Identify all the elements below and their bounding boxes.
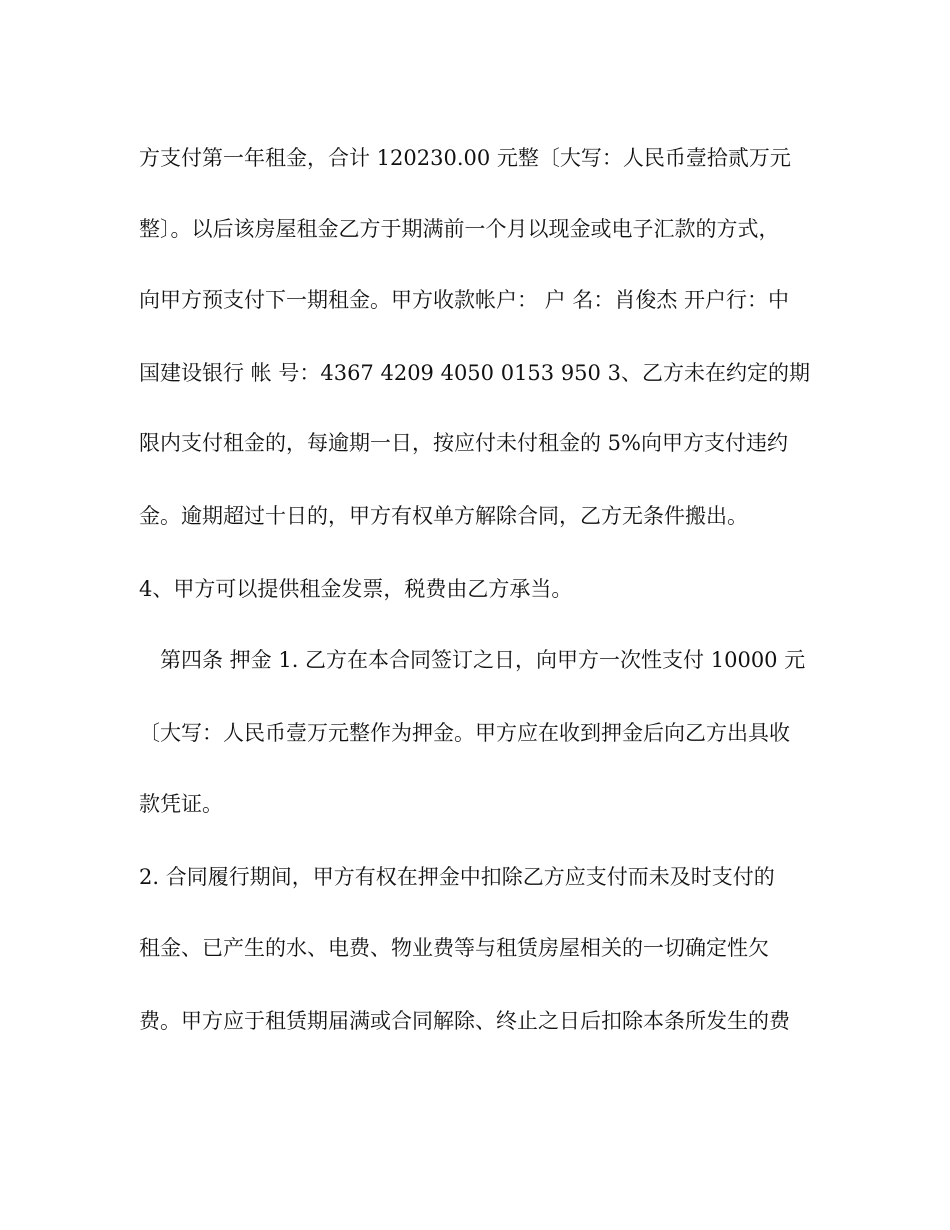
text-line: 向甲方预支付下一期租金。甲方收款帐户： 户 名：肖俊杰 开户行：中 <box>139 288 790 312</box>
text-line: 〔大写：人民币壹万元整作为押金。甲方应在收到押金后向乙方出具收 <box>139 721 790 745</box>
text-line: 2. 合同履行期间，甲方有权在押金中扣除乙方应支付而未及时支付的 <box>139 865 775 889</box>
text-line: 金。逾期超过十日的，甲方有权单方解除合同，乙方无条件搬出。 <box>139 504 748 528</box>
text-line: 费。甲方应于租赁期届满或合同解除、终止之日后扣除本条所发生的费 <box>139 1009 790 1033</box>
text-line: 国建设银行 帐 号：4367 4209 4050 0153 950 3、乙方未在约定的期 <box>139 361 810 385</box>
text-line: 款凭证。 <box>139 792 223 816</box>
text-line: 4、甲方可以提供租金发票，税费由乙方承当。 <box>139 577 573 601</box>
article-heading-line: 第四条 押金 1. 乙方在本合同签订之日，向甲方一次性支付 10000 元 <box>160 648 806 672</box>
text-line: 方支付第一年租金，合计 120230.00 元整〔大写：人民币壹拾贰万元 <box>139 146 791 170</box>
text-line: 租金、已产生的水、电费、物业费等与租赁房屋相关的一切确定性欠 <box>139 936 769 960</box>
text-line: 限内支付租金的，每逾期一日，按应付未付租金的 5%向甲方支付违约 <box>139 431 788 455</box>
text-line: 整〕。以后该房屋租金乙方于期满前一个月以现金或电子汇款的方式， <box>139 217 780 241</box>
